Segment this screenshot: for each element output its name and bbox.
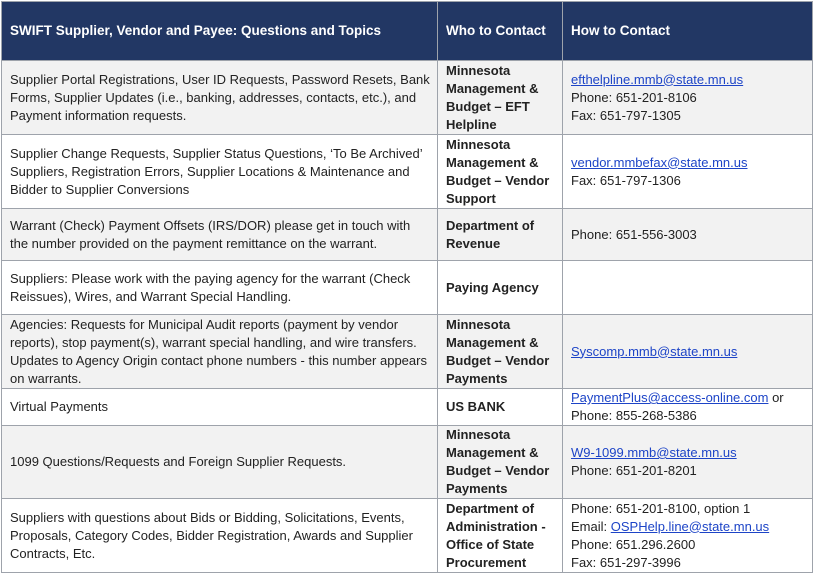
contact-name-cell: Paying Agency [438, 261, 563, 315]
contact-line: Fax: 651-797-1306 [571, 172, 681, 188]
contact-name-cell: Department of Revenue [438, 209, 563, 261]
contact-line: Phone: 651-201-8201 [571, 463, 697, 478]
contact-name-cell: Minnesota Management & Budget – Vendor Payments [438, 315, 563, 389]
topic-cell: Supplier Change Requests, Supplier Status Questions, ‘To Be Archived’ Suppliers, Registration Errors, Supplier Locations & Maintenance and Bidder to Supplier Conversions [2, 135, 438, 209]
header-who: Who to Contact [438, 2, 563, 61]
contacts-table [1, 1, 813, 573]
topic-cell: Warrant (Check) Payment Offsets (IRS/DOR) please get in touch with the number provided on the payment remittance on the warrant. [2, 209, 438, 261]
contact-name-cell: US BANK [438, 389, 563, 426]
contact-line [571, 444, 805, 462]
email-link[interactable]: Syscomp.mmb@state.mn.us [571, 343, 738, 359]
table-row [2, 261, 813, 315]
header-row [2, 2, 813, 61]
email-link[interactable]: OSPHelp.line@state.mn.us [610, 518, 770, 534]
topic-cell: Agencies: Requests for Municipal Audit reports (payment by vendor reports), stop payment(s), warrant special handling, and wire transfers. Updates to Agency Origin contact phone numbers - this number appears on warrants. [2, 315, 438, 389]
contact-line: PaymentPlus@access-online.com or [571, 390, 784, 405]
contact-method-cell [563, 499, 813, 573]
contact-line: Phone: 651-556-3003 [571, 226, 697, 242]
header-topic: SWIFT Supplier, Vendor and Payee: Questions and Topics [2, 2, 438, 61]
table-row [2, 499, 813, 573]
contact-line: Email: OSPHelp.line@state.mn.us [571, 518, 770, 534]
contact-line: Phone: 651.296.2600 [571, 536, 696, 552]
contact-line: Phone: 651-201-8100, option 1 [571, 500, 751, 516]
topic-cell: Suppliers: Please work with the paying agency for the warrant (Check Reissues), Wires, and Warrant Special Handling. [2, 261, 438, 315]
table-row [2, 315, 813, 389]
contact-name-cell: Minnesota Management & Budget – Vendor Payments [438, 426, 563, 499]
contact-name-cell: Department of Administration - Office of State Procurement [438, 499, 563, 573]
email-link[interactable]: PaymentPlus@access-online.com [571, 390, 769, 405]
email-link[interactable]: vendor.mmbefax@state.mn.us [571, 154, 748, 170]
table-row [2, 135, 813, 209]
contact-name-cell: Minnesota Management & Budget – EFT Helpline [438, 61, 563, 135]
contact-line: Phone: 651-201-8106 [571, 89, 697, 105]
contact-name-cell: Minnesota Management & Budget – Vendor Support [438, 135, 563, 209]
contact-line: Fax: 651-297-3996 [571, 554, 681, 570]
topic-cell: Supplier Portal Registrations, User ID Requests, Password Resets, Bank Forms, Supplier Updates (i.e., banking, addresses, contacts, etc.), and Payment information requests. [2, 61, 438, 135]
contact-line [571, 154, 805, 172]
table-row [2, 389, 813, 426]
contact-method-cell [563, 209, 813, 261]
topic-cell: Suppliers with questions about Bids or Bidding, Solicitations, Events, Proposals, Category Codes, Bidder Registration, Awards and Supplier Contracts, Etc. [2, 499, 438, 573]
table-body [2, 61, 813, 573]
contact-method-cell [563, 315, 813, 389]
contact-method-cell [563, 261, 813, 315]
contact-method-cell [563, 426, 813, 499]
contact-line: Fax: 651-797-1305 [571, 107, 681, 123]
topic-cell: Virtual Payments [2, 389, 438, 426]
email-link[interactable]: efthelpline.mmb@state.mn.us [571, 71, 744, 87]
table-row [2, 426, 813, 499]
topic-cell: 1099 Questions/Requests and Foreign Supplier Requests. [2, 426, 438, 499]
contact-line: Phone: 855-268-5386 [571, 408, 697, 423]
header-how: How to Contact [563, 2, 813, 61]
table-row [2, 61, 813, 135]
email-link[interactable]: W9-1099.mmb@state.mn.us [571, 445, 737, 460]
contact-method-cell [563, 389, 813, 426]
table-row [2, 209, 813, 261]
contact-method-cell [563, 61, 813, 135]
contact-line [571, 71, 805, 89]
contact-line [571, 343, 805, 361]
contact-method-cell [563, 135, 813, 209]
